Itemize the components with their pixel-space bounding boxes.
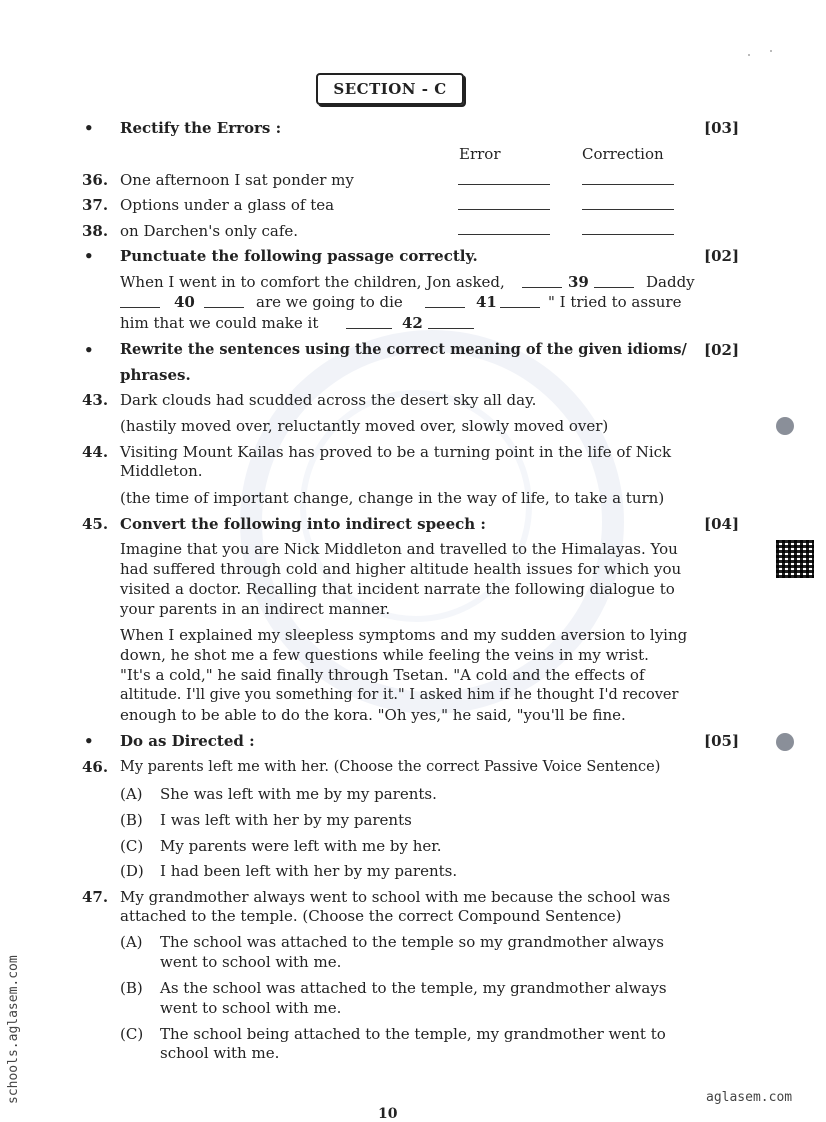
q36-correction-blank[interactable] — [582, 184, 674, 185]
indirect-para1-line: had suffered through cold and higher altitude health issues for which you — [120, 560, 682, 578]
blank-40-right[interactable] — [204, 307, 244, 308]
blank-40-label: 40 — [174, 293, 195, 311]
punctuate-line1b: Daddy — [646, 273, 695, 291]
indirect-para1-line: Imagine that you are Nick Middleton and travelled to the Himalayas. You — [120, 540, 678, 558]
section-title: SECTION - C — [316, 73, 464, 105]
blank-41-left[interactable] — [425, 307, 465, 308]
q38-number: 38. — [82, 222, 109, 240]
q46-option-c-label: (C) — [120, 837, 144, 855]
indirect-para1-line: your parents in an indirect manner. — [120, 600, 391, 618]
q47-number: 47. — [82, 888, 109, 906]
punctuate-heading: Punctuate the following passage correctly. — [120, 247, 478, 265]
indirect-para2-line: When I explained my sleepless symptoms and my sudden aversion to lying — [120, 626, 688, 644]
bullet: • — [84, 119, 94, 137]
side-watermark: schools.aglasem.com — [6, 955, 21, 1104]
idioms-heading: Rewrite the sentences using the correct meaning of the given idioms/ — [120, 341, 687, 358]
q38-text: on Darchen's only cafe. — [120, 222, 299, 240]
q45-number: 45. — [82, 515, 109, 533]
blank-39-right[interactable] — [594, 287, 634, 288]
q47-option-c-label: (C) — [120, 1025, 144, 1043]
indirect-para1-line: visited a doctor. Recalling that incident narrate the following dialogue to — [120, 580, 675, 598]
blank-41-label: 41 — [476, 293, 497, 311]
q47-option-c-line2: school with me. — [160, 1044, 280, 1062]
punctuate-line2a: are we going to die — [256, 293, 403, 311]
q36-number: 36. — [82, 171, 109, 189]
q44-text-line1: Visiting Mount Kailas has proved to be a turning point in the life of Nick — [120, 443, 672, 461]
bullet: • — [84, 732, 94, 750]
q44-number: 44. — [82, 443, 109, 461]
q46-option-c-text: My parents were left with me by her. — [160, 837, 442, 855]
punctuate-line3a: him that we could make it — [120, 314, 319, 332]
col-correction-header: Correction — [582, 145, 664, 163]
q44-options: (the time of important change, change in the way of life, to take a turn) — [120, 489, 665, 507]
q46-option-d-label: (D) — [120, 862, 144, 880]
indirect-heading: Convert the following into indirect speech : — [120, 515, 486, 533]
errors-heading: Rectify the Errors : — [120, 119, 282, 137]
q37-text: Options under a glass of tea — [120, 196, 335, 214]
q43-text: Dark clouds had scudded across the desert sky all day. — [120, 391, 537, 409]
qr-code-icon — [776, 540, 814, 578]
q46-option-a-text: She was left with me by my parents. — [160, 785, 437, 803]
page-number: 10 — [378, 1106, 398, 1122]
q47-option-a-label: (A) — [120, 933, 143, 951]
indirect-para2-line: altitude. I'll give you something for it." I asked him if he thought I'd recover — [120, 687, 679, 703]
q46-text: My parents left me with her. (Choose the correct Passive Voice Sentence) — [120, 759, 661, 775]
blank-42-left[interactable] — [346, 328, 392, 329]
q43-number: 43. — [82, 391, 109, 409]
bullet: • — [84, 341, 94, 359]
q47-option-b-line2: went to school with me. — [160, 999, 342, 1017]
q44-text-line2: Middleton. — [120, 462, 203, 480]
scan-dot — [776, 733, 794, 751]
directed-heading: Do as Directed : — [120, 732, 255, 750]
blank-39-label: 39 — [568, 273, 589, 291]
errors-marks: [03] — [704, 119, 740, 137]
scan-speck — [748, 54, 750, 56]
indirect-para2-line: enough to be able to do the kora. "Oh yes," he said, "you'll be fine. — [120, 706, 626, 724]
footer-site: aglasem.com — [706, 1090, 793, 1105]
indirect-para2-line: down, he shot me a few questions while feeling the veins in my wrist. — [120, 646, 649, 664]
blank-42-right[interactable] — [428, 328, 474, 329]
q46-option-d-text: I had been left with her by my parents. — [160, 862, 458, 880]
q47-option-b-label: (B) — [120, 979, 143, 997]
q36-text: One afternoon I sat ponder my — [120, 171, 354, 189]
punctuate-line2b: " I tried to assure — [548, 293, 682, 311]
blank-39-left[interactable] — [522, 287, 562, 288]
indirect-marks: [04] — [704, 515, 740, 533]
q36-error-blank[interactable] — [458, 184, 550, 185]
bullet: • — [84, 247, 94, 265]
q47-option-b-line1: As the school was attached to the temple, my grandmother always — [160, 979, 667, 997]
q47-text-line1: My grandmother always went to school with me because the school was — [120, 888, 671, 906]
col-error-header: Error — [459, 145, 501, 163]
q38-correction-blank[interactable] — [582, 234, 674, 235]
q46-option-b-text: I was left with her by my parents — [160, 811, 412, 829]
q37-error-blank[interactable] — [458, 209, 550, 210]
directed-marks: [05] — [704, 732, 740, 750]
q37-correction-blank[interactable] — [582, 209, 674, 210]
idioms-marks: [02] — [704, 341, 740, 359]
q38-error-blank[interactable] — [458, 234, 550, 235]
scan-speck — [770, 50, 772, 52]
blank-40-left[interactable] — [120, 307, 160, 308]
idioms-heading-cont: phrases. — [120, 366, 191, 384]
q46-option-b-label: (B) — [120, 811, 143, 829]
blank-41-right[interactable] — [500, 307, 540, 308]
punctuate-marks: [02] — [704, 247, 740, 265]
q46-option-a-label: (A) — [120, 785, 143, 803]
q47-option-a-line2: went to school with me. — [160, 953, 342, 971]
q46-number: 46. — [82, 758, 109, 776]
q47-text-line2: attached to the temple. (Choose the correct Compound Sentence) — [120, 907, 622, 925]
punctuate-line1a: When I went in to comfort the children, Jon asked, — [120, 273, 505, 291]
blank-42-label: 42 — [402, 314, 423, 332]
q47-option-c-line1: The school being attached to the temple, my grandmother went to — [160, 1025, 666, 1043]
q47-option-a-line1: The school was attached to the temple so my grandmother always — [160, 933, 664, 951]
q37-number: 37. — [82, 196, 109, 214]
scan-dot — [776, 417, 794, 435]
indirect-para2-line: "It's a cold," he said finally through Tsetan. "A cold and the effects of — [120, 666, 645, 684]
q43-options: (hastily moved over, reluctantly moved over, slowly moved over) — [120, 417, 609, 435]
